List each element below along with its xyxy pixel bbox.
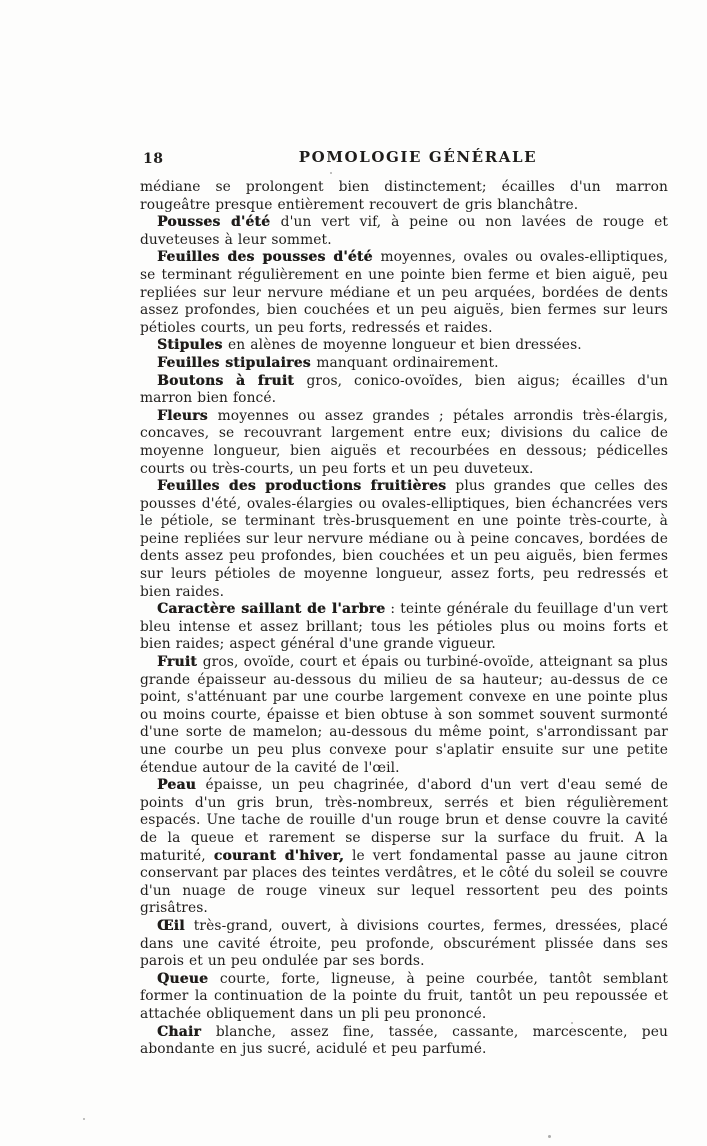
body-text: moyennes, ovales ou ovales-elliptiques, se terminant régulièrement en une pointe bien ferme et bien aiguë, peu repliées sur leur nervure médiane et un peu arquées, bordées de dents assez profondes, bien couchées et un peu aiguës, bien fermes sur leurs pétioles courts, un peu forts, redressés et raides. [140,249,669,336]
term-label: Stipules [157,337,229,354]
term-label: Peau [157,777,206,794]
body-text: gros, conico-ovoïdes, bien aigus; écailles d'un marron bien foncé. [140,372,668,407]
term-label: Feuilles stipulaires [157,354,317,371]
scan-speck [330,172,332,174]
para-stipules [140,337,668,355]
para-fruit [140,654,668,777]
body-text: moyennes ou assez grandes ; pétales arrondis très-élargis, concaves, se recouvrant largement entre eux; divisions du calice de moyenne longueur, bien aiguës et recourbées en dessous; pédicelles courts ou très-courts, un peu forts et un peu duveteux. [140,407,668,477]
term-label: Chair [157,1023,216,1040]
para-caractere-saillant-de-l-arbre [140,601,668,654]
body-text: : teinte générale du feuillage d'un vert bleu intense et assez brillant; tous les pétioles plus ou moins forts et bien raides; aspect général d'une grande vigueur. [140,601,668,653]
body-text: plus grandes que celles des pousses d'été, ovales-élargies ou ovales-elliptiques, bien échancrées vers le pétiole, se terminant très-brusquement en une pointe très-courte, à peine repliées sur leur nervure médiane ou à peine concaves, bordées de dents assez peu profondes, bien couchées et un peu aiguës, bien fermes sur leurs pétioles de moyenne longueur, assez forts, peu redressés et bien raides. [140,478,668,600]
para-pousses-d-ete [140,214,668,249]
para-boutons-a-fruit [140,373,668,408]
body-text: manquant ordinairement. [316,354,499,371]
body-text: très-grand, ouvert, à divisions courtes, fermes, dressées, placé dans une cavité étroite, peu profonde, obscurément plissée dans ses parois et un peu ondulée par ses bords. [140,917,668,970]
page-number: 18 [143,151,164,167]
body-text: épaisse, un peu chagrinée, d'abord d'un vert d'eau semé de points d'un gris brun, très-nombreux, serrés et bien régulièrement espacés. Une tache de rouille d'un rouge brun et dense couvre la cavité de la queue et rarement se disperse sur la surface du fruit. A la maturité, [140,777,668,864]
para-feuilles-des-productions-fruitieres [140,478,668,601]
scan-speck [548,1135,551,1138]
para-chair [140,1024,668,1059]
para-peau [140,777,668,918]
para-oeil [140,918,668,971]
term-label: Boutons à fruit [157,372,307,389]
body-text: gros, ovoïde, court et épais ou turbiné-ovoïde, atteignant sa plus grande épaisseur au-dessous du milieu de sa hauteur; au-dessus de ce point, s'atténuant par une courbe largement convexe en une pointe plus ou moins courte, épaisse et bien obtuse à son sommet souvent surmonté d'une sorte de mamelon; au-dessous du même point, s'arrondissant par une courbe un peu plus convexe pour s'aplatir ensuite sur une petite étendue autour de la cavité de l'œil. [140,654,668,776]
para-queue [140,971,668,1024]
term-label: Fruit [157,654,203,671]
para-continuation-mediane [140,179,668,214]
body-text: d'un vert vif, à peine ou non lavées de rouge et duveteuses à leur sommet. [140,214,668,248]
para-feuilles-stipulaires [140,355,668,373]
body-text: le vert fondamental passe au jaune citron conservant par places des teintes verdâtres, et le côté du soleil se couvre d'un nuage de rouge vineux sur lequel ressortent peu des points grisâtres. [140,847,669,917]
para-fleurs [140,408,668,478]
body-text: courte, forte, ligneuse, à peine courbée, tantôt semblant former la continuation de la pointe du fruit, tantôt un peu repoussée et attachée obliquement dans un pli peu prononcé. [140,970,668,1022]
scan-speck [83,1118,85,1120]
term-label: courant d'hiver, [213,847,345,864]
body-text: en alènes de moyenne longueur et bien dressées. [228,337,582,354]
para-feuilles-des-pousses-d-ete [140,249,668,337]
body-text: médiane se prolongent bien distinctement; écailles d'un marron rougeâtre presque entièrement recouvert de gris blanchâtre. [140,179,668,213]
body-text: blanche, assez fine, tassée, cassante, marcescente, peu abondante en jus sucré, acidulé et peu parfumé. [140,1023,668,1058]
term-label: Pousses d'été [157,214,281,231]
running-title: POMOLOGIE GÉNÉRALE [298,148,538,166]
term-label: Feuilles des productions fruitières [157,478,456,495]
term-label: Caractère saillant de l'arbre [157,601,386,618]
page-header [140,148,668,170]
term-label: Œil [157,917,194,934]
term-label: Queue [157,970,220,987]
term-label: Fleurs [157,407,218,424]
scan-speck [571,1022,573,1024]
term-label: Feuilles des pousses d'été [157,249,381,266]
text-block [140,179,668,1059]
